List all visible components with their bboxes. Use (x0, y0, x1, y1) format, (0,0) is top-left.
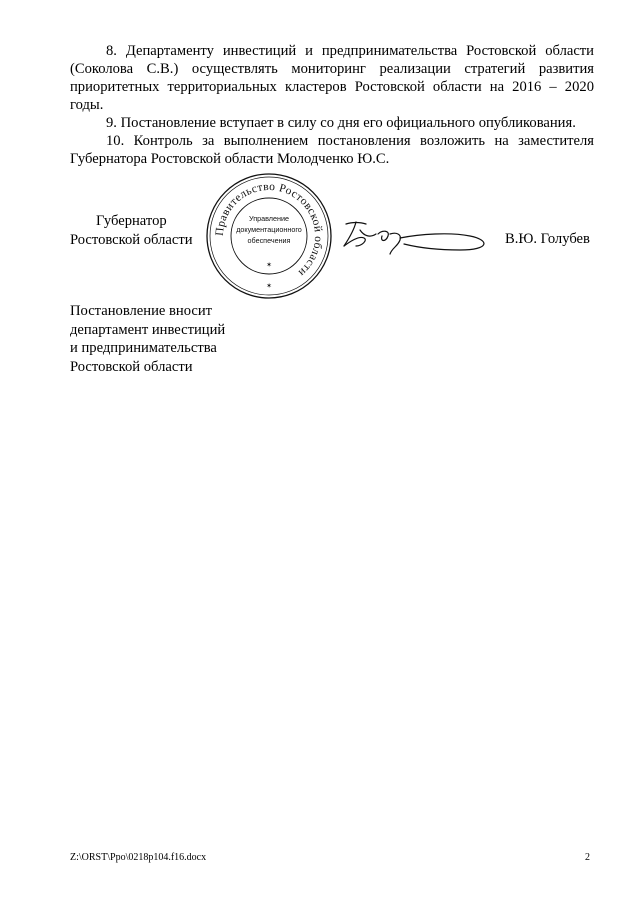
seal-inner-line2: документационного (236, 225, 302, 234)
paragraph-8: 8. Департаменту инвестиций и предпринимательства Ростовской области (Соколова С.В.) осуществлять мониторинг реализации стратегий развития приоритетных территориальных кластеров Ростовской области на 2016 – 2020 годы. (70, 43, 594, 113)
official-seal (203, 170, 335, 302)
signatory-name: В.Ю. Голубев (505, 231, 590, 247)
footer-file-path: Z:\ORST\Ppo\0218p104.f16.docx (70, 852, 207, 863)
introduced-by-line2: департамент инвестиций (70, 321, 226, 338)
signatory-title-line1: Губернатор (96, 213, 167, 229)
seal-star-icon-bottom: ✶ (266, 282, 272, 290)
handwritten-signature (340, 212, 500, 260)
footer-page-number: 2 (585, 852, 590, 863)
paragraph-10: 10. Контроль за выполнением постановления возложить на заместителя Губернатора Ростовской области Молодченко Ю.С. (70, 133, 594, 167)
seal-inner-line1: Управление (249, 214, 289, 223)
signatory-title (70, 212, 200, 250)
introduced-by-block (70, 302, 290, 376)
signatory-title-line2: Ростовской области (70, 232, 193, 248)
introduced-by-line4: Ростовской области (70, 358, 193, 375)
introduced-by-line3: и предпринимательства (70, 340, 217, 356)
seal-star-icon: ✶ (266, 261, 272, 269)
paragraph-9: 9. Постановление вступает в силу со дня его официального опубликования. (106, 115, 576, 131)
seal-outer-text: Правительство Ростовской области (213, 180, 325, 279)
introduced-by-line1: Постановление вносит (70, 303, 213, 319)
seal-inner-line3: обеспечения (247, 236, 291, 245)
document-body (70, 42, 594, 168)
